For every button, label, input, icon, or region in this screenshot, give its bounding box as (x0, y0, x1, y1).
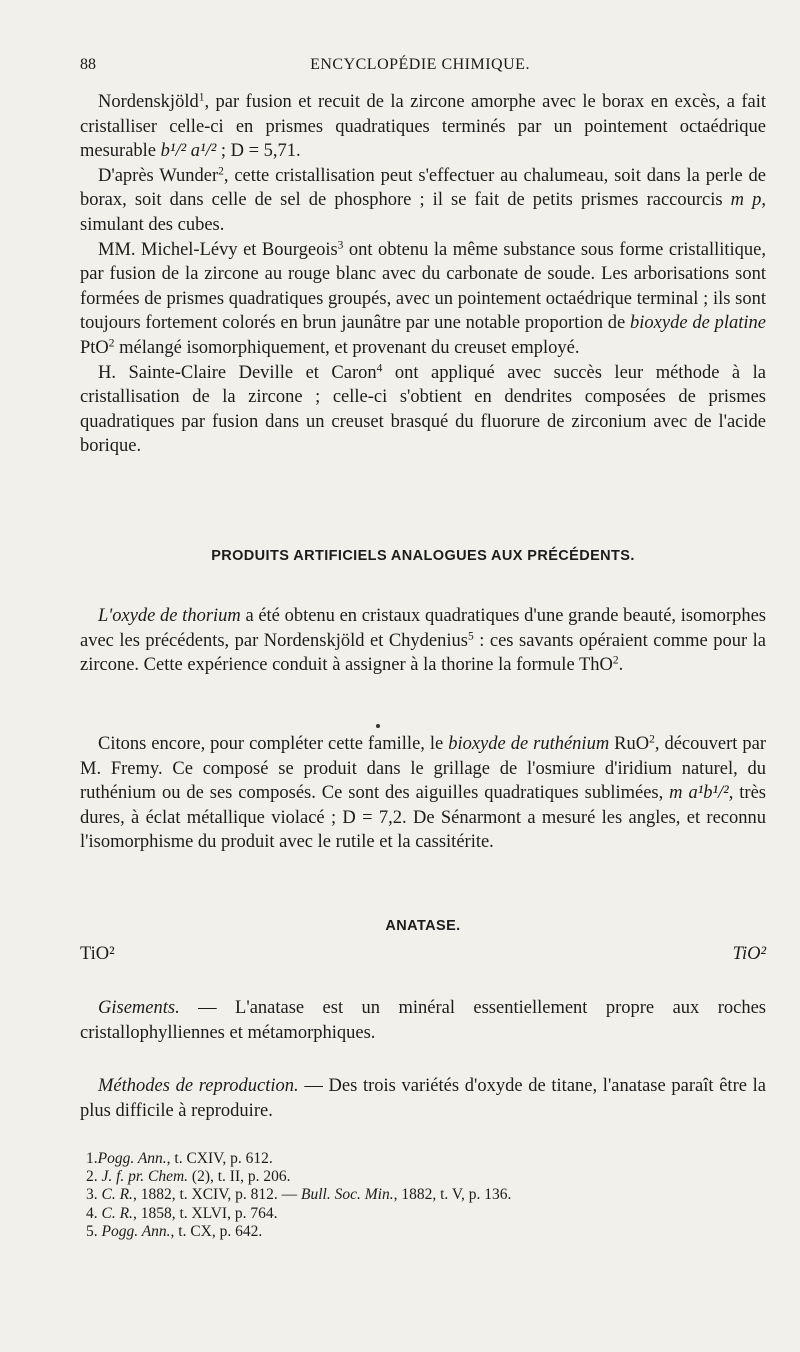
paragraph-methodes: Méthodes de reproduction. — Des trois variétés d'oxyde de titane, l'anatase paraît être la plus difficile à reproduire. (80, 1076, 766, 1121)
emphasis: bioxyde de platine (630, 313, 766, 334)
page-number: 88 (80, 56, 96, 73)
footnote-ref[interactable]: 1 (198, 91, 205, 104)
formula-right: TiO² (732, 944, 766, 964)
paragraph-wunder: D'après Wunder$^2$, cette cristallisation peut s'effectuer au chalumeau, soit dans la perle de borax, soit dans celle de sel de phosphore ; il se fait de petits prismes raccourcis m p, simulant des cubes. (80, 165, 766, 235)
crystal-notation: m p (730, 190, 762, 211)
footnote-2: 2. J. f. pr. Chem. (2), t. II, p. 206. (86, 1168, 291, 1186)
paragraph-deville: H. Sainte-Claire Deville et Caron$^4$ ont appliqué avec succès leur méthode à la cristallisation de la zircone ; celle-ci s'obtient en dendrites composées de prismes quadratiques par fusion dans un creuset brasqué du fluorure de zirconium avec de l'acide borique. (80, 362, 766, 457)
subheading: Gisements. (98, 998, 180, 1018)
formula-left: TiO² (80, 944, 115, 964)
paragraph-nordenskjold: Nordenskjöld$^1$, par fusion et recuit de la zircone amorphe avec le borax en excès, a fait cristalliser celle-ci en prismes quadratiques terminés par un pointement octaédrique mesurable b¹/² a¹/² ; D = 5,71. (80, 91, 766, 162)
crystal-notation: m a¹b¹/² (669, 783, 729, 804)
dot-mark (376, 724, 380, 728)
paragraph-michel-levy: MM. Michel-Lévy et Bourgeois$^3$ ont obtenu la même substance sous forme cristallitique, par fusion de la zircone au rouge blanc avec du carbonate de soude. Les arborisations sont formées de prismes quadratiques groupés, avec un pointement octaédrique terminal ; ils sont toujours fortement colorés en brun jaunâtre par une notable proportion de bioxyde de platine PtO$^2$ mélangé isomorphiquement, et provenant du creuset employé. (80, 239, 766, 358)
subheading: Méthodes de reproduction. (98, 1076, 299, 1096)
footnote-5: 5. Pogg. Ann., t. CX, p. 642. (86, 1222, 263, 1240)
footnote-ref[interactable]: 5 (468, 630, 474, 643)
emphasis: bioxyde de ruthénium (448, 734, 610, 754)
paragraph-gisements: Gisements. — L'anatase est un minéral essentiellement propre aux roches cristallophylliennes et métamorphiques. (80, 998, 766, 1043)
emphasis: L'oxyde de thorium (98, 606, 241, 626)
footnote-ref[interactable]: 4 (376, 362, 383, 375)
intro-text (80, 90, 766, 459)
crystal-notation: b¹/² a¹/² (160, 141, 217, 162)
section-heading-analogues: PRODUITS ARTIFICIELS ANALOGUES AUX PRÉCÉDENTS. (211, 548, 635, 564)
footnotes (80, 1150, 766, 1241)
anatase-formula-row (80, 944, 766, 970)
paragraph-ruthenium: Citons encore, pour compléter cette famille, le bioxyde de ruthénium RuO$^2$, découvert par M. Fremy. Ce composé se produit dans le grillage de l'osmiure d'iridium naturel, du ruthénium ou de ses composés. Ce sont des aiguilles quadratiques sublimées, m a¹b¹/², très dures, à éclat métallique violacé ; D = 7,2. De Sénarmont a mesuré les angles, et reconnu l'isomorphisme du produit avec le rutile et la cassitérite. (80, 733, 766, 853)
analogues-text-2 (80, 732, 766, 855)
footnote-1: 1.Pogg. Ann., t. CXIV, p. 612. (86, 1150, 273, 1167)
footnote-4: 4. C. R., 1858, t. XLVI, p. 764. (86, 1204, 278, 1222)
section-heading-anatase: ANATASE. (385, 918, 461, 934)
footnote-ref[interactable]: 3 (337, 239, 344, 252)
running-head (80, 56, 760, 80)
anatase-gisements (80, 996, 766, 1045)
footnote-ref[interactable]: 2 (218, 165, 224, 178)
anatase-methodes (80, 1074, 766, 1123)
footnote-3: 3. C. R., 1882, t. XCIV, p. 812. — Bull. Soc. Min., 1882, t. V, p. 136. (86, 1186, 512, 1204)
running-title: ENCYCLOPÉDIE CHIMIQUE. (310, 56, 530, 73)
analogues-text-1 (80, 604, 766, 678)
paragraph-thorium: L'oxyde de thorium a été obtenu en cristaux quadratiques d'une grande beauté, isomorphes avec les précédents, par Nordenskjöld et Chydenius$^5$ : ces savants opéraient comme pour la zircone. Cette expérience conduit à assigner à la thorine la formule ThO$^2$. (80, 606, 767, 676)
